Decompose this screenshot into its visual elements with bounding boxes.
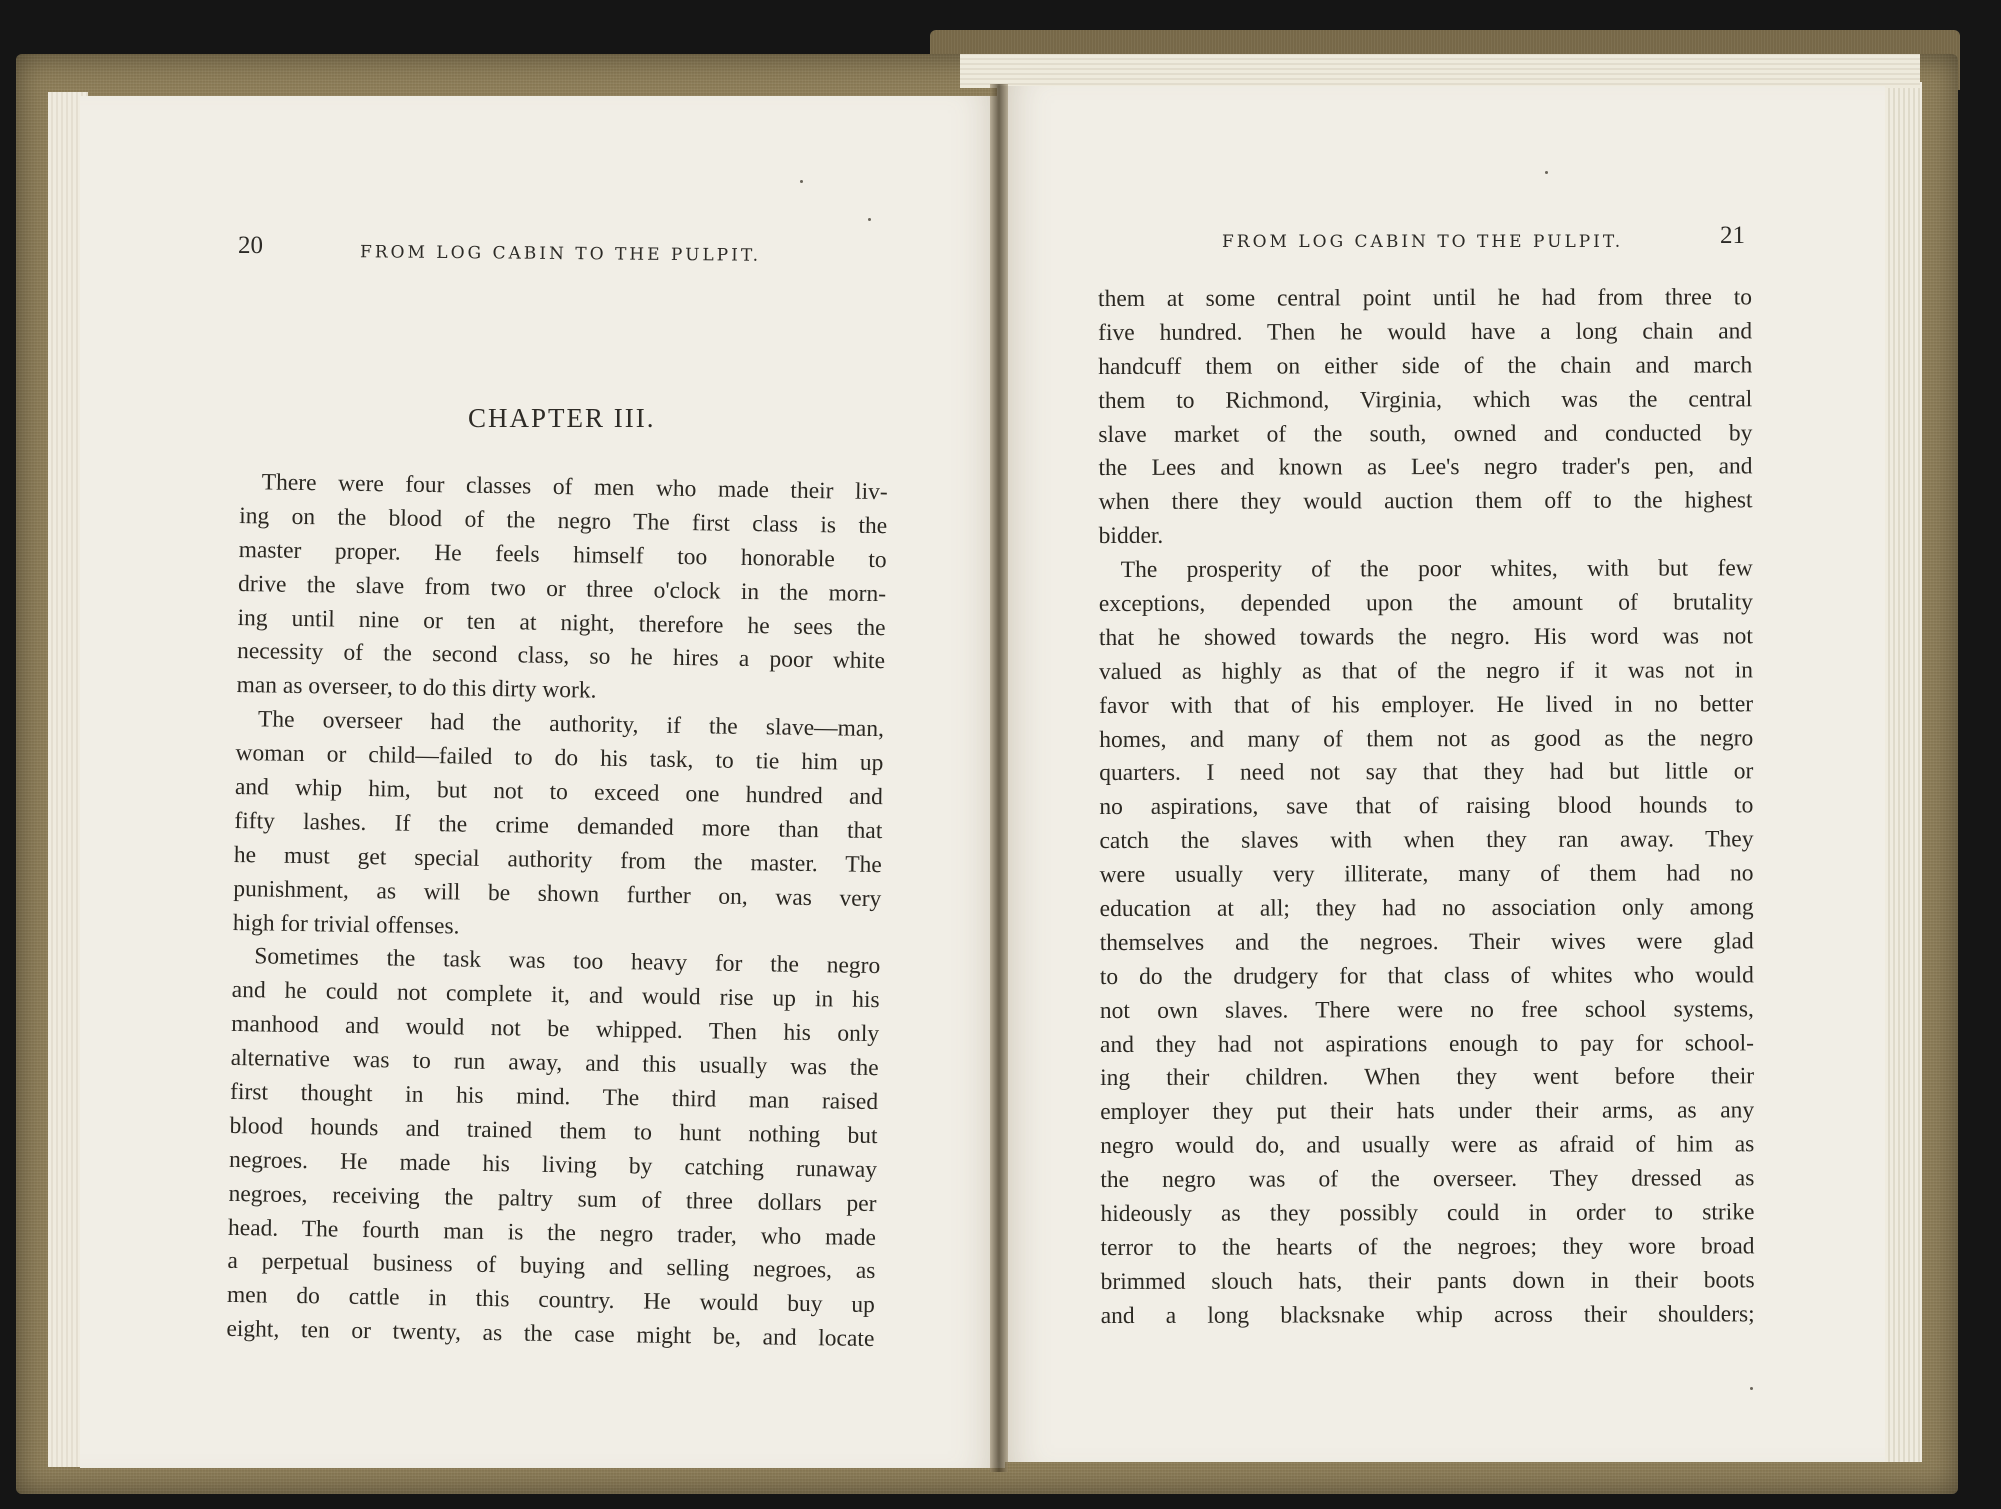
text-line: the Lees and known as Lee's negro trader's pen, and xyxy=(1098,453,1753,482)
text-line: catch the slaves with when they ran away. They xyxy=(1099,826,1754,855)
text-line: The overseer had the authority, if the slave—man, xyxy=(257,706,885,743)
text-line: alternative was to run away, and this usually was the xyxy=(230,1045,879,1082)
left-body-text xyxy=(226,466,888,1357)
right-page-number: 21 xyxy=(1720,222,1745,249)
text-line: negro would do, and usually were as afraid of him as xyxy=(1100,1131,1755,1160)
text-line: and a long blacksnake whip across their shoulders; xyxy=(1100,1301,1755,1329)
text-line: ing their children. When they went before their xyxy=(1100,1063,1755,1092)
book-gutter xyxy=(990,84,1008,1472)
text-line: homes, and many of them not as good as the negro xyxy=(1099,724,1754,753)
text-line: Sometimes the task was too heavy for the negro xyxy=(254,943,881,980)
text-line: men do cattle in this country. He would buy up xyxy=(226,1282,876,1319)
paper-speck xyxy=(1750,1387,1753,1390)
page-edges-right xyxy=(1880,82,1922,1462)
text-line: them to Richmond, Virginia, which was the central xyxy=(1098,385,1753,414)
text-line: he must get special authority from the master. The xyxy=(233,841,883,878)
text-line: when there they would auction them off to the highest xyxy=(1098,487,1753,516)
text-line: negroes. He made his living by catching runaway xyxy=(228,1146,878,1183)
text-line: manhood and would not be whipped. Then his only xyxy=(231,1011,880,1048)
text-line: man as overseer, to do this dirty work. xyxy=(236,672,597,704)
text-line: and they had not aspirations enough to pay for school- xyxy=(1099,1029,1755,1058)
text-line: and he could not complete it, and would rise up in his xyxy=(231,977,880,1014)
right-running-head: FROM LOG CABIN TO THE PULPIT. xyxy=(1222,232,1624,252)
text-line: handcuff them on either side of the chain and march xyxy=(1098,352,1753,380)
text-line: ing on the blood of the negro The first class is the xyxy=(239,502,888,540)
text-line: blood hounds and trained them to hunt nothing but xyxy=(229,1112,878,1150)
text-line: head. The fourth man is the negro trader, who made xyxy=(227,1214,877,1251)
text-line: fifty lashes. If the crime demanded more than that xyxy=(234,807,883,845)
text-line: favor with that of his employer. He lived in no better xyxy=(1099,690,1754,719)
text-line: employer they put their hats under their arms, as any xyxy=(1100,1097,1755,1126)
paper-speck xyxy=(800,180,803,183)
text-line: negroes, receiving the paltry sum of three dollars per xyxy=(228,1180,877,1217)
text-line: them at some central point until he had from three to xyxy=(1098,284,1753,312)
text-line: education at all; they had no association only among xyxy=(1099,894,1754,923)
text-line: ing until nine or ten at night, therefore he sees the xyxy=(237,604,886,641)
page-edges-top xyxy=(960,54,1920,88)
text-line: necessity of the second class, so he hires a poor white xyxy=(236,638,886,675)
text-line: first thought in his mind. The third man raised xyxy=(229,1078,879,1116)
text-line: terror to the hearts of the negroes; they wore broad xyxy=(1100,1233,1755,1261)
text-line: no aspirations, save that of raising blood hounds to xyxy=(1099,792,1754,821)
text-line: to do the drudgery for that class of whites who would xyxy=(1099,962,1754,990)
text-line: a perpetual business of buying and selling negroes, as xyxy=(227,1248,876,1285)
text-line: the negro was of the overseer. They dressed as xyxy=(1100,1165,1755,1194)
text-line: exceptions, depended upon the amount of brutality xyxy=(1098,589,1753,618)
text-line: bidder. xyxy=(1098,523,1164,550)
text-line: and whip him, but not to exceed one hundred and xyxy=(234,773,884,811)
text-line: that he showed towards the negro. His word was not xyxy=(1098,623,1753,651)
text-line: hideously as they possibly could in order to strike xyxy=(1100,1199,1755,1228)
text-line: master proper. He feels himself too honorable to xyxy=(238,536,887,573)
text-line: quarters. I need not say that they had but little or xyxy=(1099,758,1754,787)
text-line: themselves and the negroes. Their wives were glad xyxy=(1099,928,1754,956)
text-line: valued as highly as that of the negro if it was not in xyxy=(1098,657,1754,685)
text-line: slave market of the south, owned and conducted by xyxy=(1098,419,1753,448)
text-line: punishment, as will be shown further on, was very xyxy=(233,875,882,912)
left-running-head: FROM LOG CABIN TO THE PULPIT. xyxy=(359,242,762,266)
text-line: There were four classes of men who made their liv- xyxy=(261,469,888,506)
text-line: five hundred. Then he would have a long chain and xyxy=(1098,318,1753,346)
text-line: eight, ten or twenty, as the case might be, and locate xyxy=(226,1316,875,1353)
paper-speck xyxy=(868,218,871,221)
text-line: The prosperity of the poor whites, with but few xyxy=(1120,555,1753,584)
right-body-text xyxy=(1098,281,1755,1333)
text-line: brimmed slouch hats, their pants down in their boots xyxy=(1100,1267,1755,1295)
text-line: drive the slave from two or three o'clock in the morn- xyxy=(237,570,887,607)
left-page-number: 20 xyxy=(238,232,263,259)
chapter-heading: CHAPTER III. xyxy=(468,403,656,433)
text-line: not own slaves. There were no free school systems, xyxy=(1099,995,1754,1024)
text-line: woman or child—failed to do his task, to tie him up xyxy=(235,740,884,777)
text-line: high for trivial offenses. xyxy=(232,909,460,940)
text-line: were usually very illiterate, many of them had no xyxy=(1099,860,1754,889)
paper-speck xyxy=(1545,171,1548,174)
